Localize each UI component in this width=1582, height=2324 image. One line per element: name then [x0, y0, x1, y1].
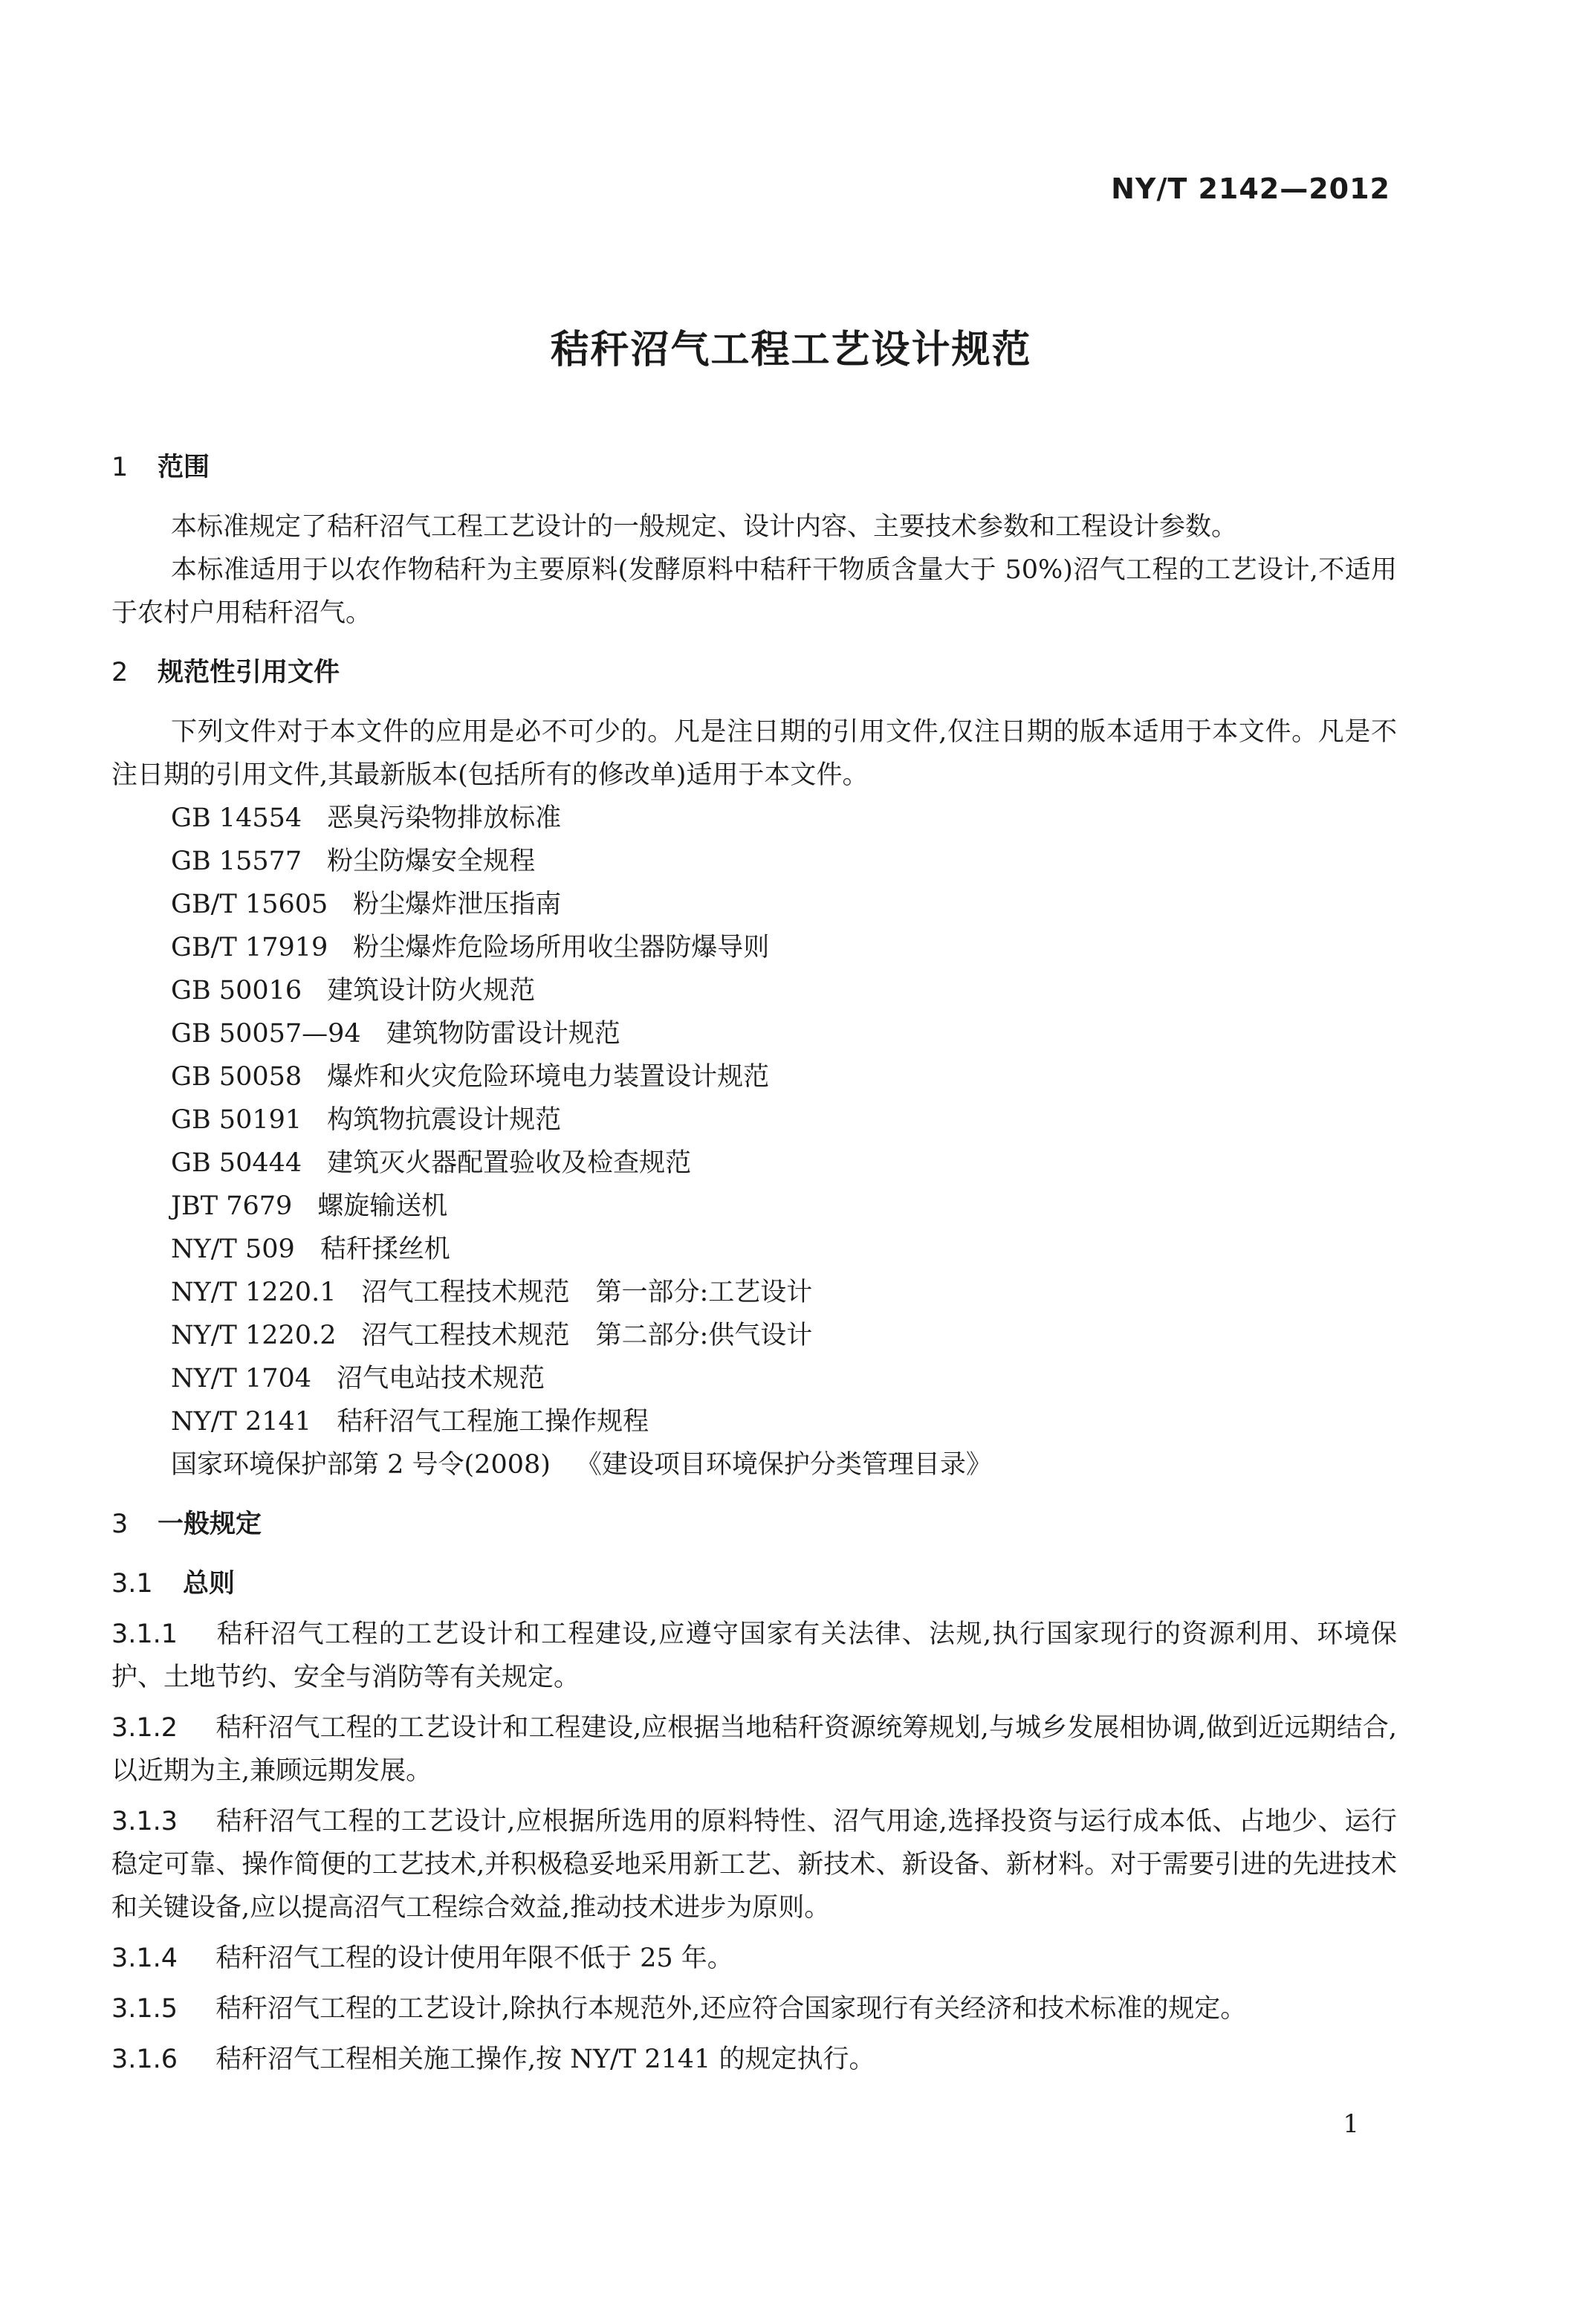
section-number: 2 — [111, 658, 129, 687]
clause-number: 3.1.1 — [111, 1619, 178, 1649]
document-body — [111, 446, 1397, 2081]
reference-code: GB 50191 — [171, 1105, 302, 1135]
reference-code: JBT 7679 — [171, 1191, 293, 1221]
reference-title: 粉尘防爆安全规程 — [327, 847, 536, 876]
reference-item — [111, 1443, 1397, 1486]
clause-text: 秸秆沼气工程的工艺设计和工程建设,应遵守国家有关法律、法规,执行国家现行的资源利用、环境保护、土地节约、安全与消防等有关规定。 — [111, 1619, 1397, 1692]
reference-title: 恶臭污染物排放标准 — [327, 803, 562, 833]
clause-number: 3.1.4 — [111, 1943, 178, 1973]
clause-number: 3.1.3 — [111, 1807, 178, 1836]
reference-title: 粉尘爆炸危险场所用收尘器防爆导则 — [353, 933, 770, 962]
clause-text: 秸秆沼气工程的工艺设计,除执行本规范外,还应符合国家现行有关经济和技术标准的规定。 — [215, 1994, 1247, 2024]
clause — [111, 1800, 1397, 1929]
reference-code: GB 50057—94 — [171, 1019, 361, 1049]
clause — [111, 2038, 1397, 2081]
reference-code: NY/T 509 — [171, 1234, 295, 1264]
reference-item — [111, 1271, 1397, 1314]
reference-code: GB/T 15605 — [171, 890, 328, 919]
section-title: 规范性引用文件 — [158, 658, 340, 687]
reference-title: 沼气工程技术规范 第一部分:工艺设计 — [361, 1278, 813, 1307]
reference-code: NY/T 1220.1 — [171, 1278, 337, 1307]
clause-text: 秸秆沼气工程的工艺设计和工程建设,应根据当地秸秆资源统筹规划,与城乡发展相协调,做到近远期结合,以近期为主,兼顾远期发展。 — [111, 1713, 1397, 1786]
subsection-number: 3.1 — [111, 1569, 153, 1599]
section-1-heading — [111, 446, 1397, 489]
clause-text: 秸秆沼气工程的工艺设计,应根据所选用的原料特性、沼气用途,选择投资与运行成本低、占地少、运行稳定可靠、操作简便的工艺技术,并积极稳妥地采用新工艺、新技术、新设备、新材料。对于需要引进的先进技术和关键设备,应以提高沼气工程综合效益,推动技术进步为原则。 — [111, 1807, 1397, 1923]
reference-item — [111, 926, 1397, 969]
paragraph: 下列文件对于本文件的应用是必不可少的。凡是注日期的引用文件,仅注日期的版本适用于本文件。凡是不注日期的引用文件,其最新版本(包括所有的修改单)适用于本文件。 — [111, 717, 1397, 790]
clause-text: 秸秆沼气工程的设计使用年限不低于 25 年。 — [215, 1943, 733, 1973]
reference-item — [111, 1142, 1397, 1185]
reference-title: 爆炸和火灾危险环境电力装置设计规范 — [327, 1062, 770, 1092]
reference-title: 建筑设计防火规范 — [327, 976, 536, 1006]
reference-title: 沼气工程技术规范 第二部分:供气设计 — [361, 1321, 813, 1350]
reference-title: 粉尘爆炸泄压指南 — [353, 890, 562, 919]
reference-item — [111, 1185, 1397, 1228]
reference-code: GB/T 17919 — [171, 933, 328, 962]
reference-item — [111, 883, 1397, 926]
section-title: 范围 — [158, 453, 210, 482]
clause — [111, 1937, 1397, 1980]
reference-code: NY/T 1704 — [171, 1364, 312, 1394]
subsection-title: 总则 — [183, 1569, 236, 1599]
reference-item — [111, 1357, 1397, 1400]
clause-text: 秸秆沼气工程相关施工操作,按 NY/T 2141 的规定执行。 — [215, 2045, 875, 2074]
reference-title: 螺旋输送机 — [317, 1191, 448, 1221]
section-3-heading — [111, 1503, 1397, 1546]
clause-number: 3.1.2 — [111, 1713, 178, 1743]
document-title: 秸秆沼气工程工艺设计规范 — [550, 328, 1032, 372]
clause-number: 3.1.5 — [111, 1994, 178, 2024]
reference-code: NY/T 2141 — [171, 1407, 312, 1437]
reference-title: 秸秆沼气工程施工操作规程 — [337, 1407, 649, 1437]
paragraph: 本标准适用于以农作物秸秆为主要原料(发酵原料中秸秆干物质含量大于 50%)沼气工程的工艺设计,不适用于农村户用秸秆沼气。 — [111, 555, 1397, 628]
reference-code: GB 14554 — [171, 803, 302, 833]
section-number: 3 — [111, 1509, 129, 1539]
reference-code: GB 50444 — [171, 1148, 302, 1178]
reference-item — [111, 840, 1397, 883]
clause — [111, 1987, 1397, 2030]
reference-item — [111, 1228, 1397, 1271]
reference-item — [111, 1055, 1397, 1098]
page-number: 1 — [1343, 2109, 1359, 2139]
reference-item — [111, 1314, 1397, 1357]
section-2-heading — [111, 651, 1397, 694]
clause — [111, 1706, 1397, 1793]
clause-number: 3.1.6 — [111, 2045, 178, 2074]
reference-title: 秸秆揉丝机 — [320, 1234, 450, 1264]
reference-code: 国家环境保护部第 2 号令(2008) — [171, 1450, 551, 1480]
section-number: 1 — [111, 453, 129, 482]
reference-item — [111, 1400, 1397, 1443]
reference-item — [111, 1012, 1397, 1055]
reference-code: GB 50058 — [171, 1062, 302, 1092]
subsection-3-1-heading — [111, 1562, 1397, 1605]
reference-item — [111, 1098, 1397, 1142]
clause — [111, 1613, 1397, 1699]
reference-title: 沼气电站技术规范 — [337, 1364, 545, 1394]
reference-code: GB 15577 — [171, 847, 302, 876]
reference-title: 构筑物抗震设计规范 — [327, 1105, 562, 1135]
standard-code: NY/T 2142—2012 — [1111, 172, 1390, 205]
reference-item — [111, 969, 1397, 1012]
reference-title: 建筑物防雷设计规范 — [386, 1019, 620, 1049]
reference-title: 建筑灭火器配置验收及检查规范 — [327, 1148, 692, 1178]
reference-list — [111, 797, 1397, 1486]
reference-item — [111, 797, 1397, 840]
reference-title: 《建设项目环境保护分类管理目录》 — [575, 1450, 992, 1480]
reference-code: GB 50016 — [171, 976, 302, 1006]
section-title: 一般规定 — [158, 1509, 262, 1539]
paragraph: 本标准规定了秸秆沼气工程工艺设计的一般规定、设计内容、主要技术参数和工程设计参数。 — [171, 512, 1238, 542]
reference-code: NY/T 1220.2 — [171, 1321, 337, 1350]
